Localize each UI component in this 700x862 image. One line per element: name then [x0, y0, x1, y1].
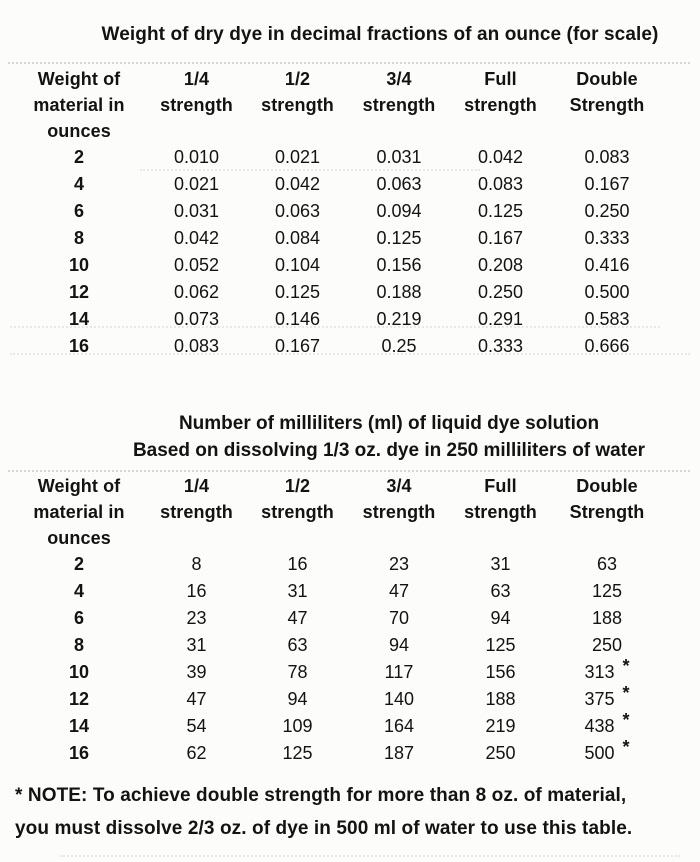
footnote-asterisk: * [622, 656, 630, 676]
row-value: 0.083 [477, 174, 524, 194]
row-value: 125 [591, 581, 623, 601]
row-weight-label: 10 [68, 255, 90, 275]
row-value: 117 [384, 662, 414, 682]
row-value: 188 [591, 608, 623, 628]
scan-artifact-line [8, 470, 690, 472]
row-weight-label: 10 [68, 662, 90, 682]
header-line: ounces [47, 528, 111, 548]
col-header-quarter-strength [148, 66, 245, 144]
col-header-material-weight [10, 66, 148, 144]
row-weight-label: 6 [73, 201, 84, 221]
footnote-line2: you must dissolve 2/3 oz. of dye in 500 ml of water to use this table. [15, 818, 633, 839]
table-row [10, 578, 661, 605]
liquid-dye-title-line2: Based on dissolving 1/3 oz. dye in 250 milliliters of water [132, 440, 646, 461]
liquid-dye-table-title [0, 410, 700, 464]
row-value: 0.25 [381, 336, 417, 356]
row-weight-label: 2 [73, 147, 84, 167]
row-value: 0.250 [477, 282, 524, 302]
row-value: 0.666 [584, 336, 630, 356]
row-value: 0.125 [477, 201, 524, 221]
table-row [10, 279, 661, 306]
row-value: 0.031 [173, 201, 220, 221]
row-value: 0.062 [173, 282, 220, 302]
row-value: 0.125 [274, 282, 321, 302]
row-value: 54 [186, 716, 207, 736]
row-weight-label: 12 [68, 282, 90, 302]
row-weight-label: 6 [73, 608, 84, 628]
row-weight-label: 16 [68, 336, 90, 356]
dry-dye-table-body [10, 144, 661, 360]
row-value: 0.333 [584, 228, 630, 248]
header-line: strength [160, 502, 233, 522]
dry-dye-table-header [10, 66, 661, 144]
row-value: 375 * [553, 686, 661, 713]
header-line: Full [484, 69, 517, 89]
row-weight-label: 12 [68, 689, 90, 709]
header-line: strength [261, 502, 334, 522]
row-value: 0.094 [376, 201, 422, 221]
footnote-asterisk: * [622, 683, 630, 703]
row-value: 31 [186, 635, 207, 655]
table-row [10, 551, 661, 578]
header-line: material in [33, 95, 125, 115]
row-value: 0.125 [376, 228, 422, 248]
col-header-double-strength [553, 66, 661, 144]
row-value: 0.416 [584, 255, 630, 275]
row-value: 0.063 [274, 201, 321, 221]
row-weight-label: 4 [73, 581, 84, 601]
table-row [10, 686, 661, 713]
row-value: 125 [485, 635, 516, 655]
row-value: 0.042 [173, 228, 220, 248]
row-value: 47 [287, 608, 308, 628]
row-value: 109 [282, 716, 313, 736]
row-value: 16 [186, 581, 207, 601]
row-weight-label: 14 [68, 309, 90, 329]
header-line: ounces [47, 121, 111, 141]
row-value: 0.021 [274, 147, 321, 167]
header-line: Double [576, 69, 638, 89]
row-value: 250 [485, 743, 516, 763]
table-row [10, 740, 661, 767]
header-line: 3/4 [386, 476, 412, 496]
row-value: 0.042 [274, 174, 321, 194]
row-weight-label: 14 [68, 716, 90, 736]
row-value: 0.188 [376, 282, 422, 302]
double-strength-footnote [0, 779, 700, 845]
row-value: 250 [591, 635, 623, 655]
row-value: 23 [388, 554, 410, 574]
liquid-dye-table-header [10, 473, 661, 551]
row-value: 47 [186, 689, 207, 709]
table-row [10, 659, 661, 686]
header-line: strength [464, 502, 537, 522]
table-row [10, 198, 661, 225]
header-line: strength [362, 502, 436, 522]
row-value: 125 [282, 743, 313, 763]
header-line: Weight of [37, 69, 121, 89]
header-line: 3/4 [386, 69, 412, 89]
row-weight-label: 4 [73, 174, 84, 194]
row-value: 0.052 [173, 255, 220, 275]
footnote-asterisk: * [622, 737, 630, 757]
row-value: 70 [388, 608, 410, 628]
row-value: 31 [490, 554, 511, 574]
row-value: 78 [287, 662, 308, 682]
header-line: 1/4 [183, 69, 210, 89]
row-value: 0.073 [173, 309, 220, 329]
col-header-full-strength [448, 473, 553, 551]
row-value: 0.500 [584, 282, 630, 302]
footnote-asterisk: * [622, 710, 630, 730]
row-value: 63 [596, 554, 618, 574]
col-header-full-strength [448, 66, 553, 144]
row-value: 164 [383, 716, 415, 736]
row-value: 0.167 [584, 174, 630, 194]
row-value: 0.146 [274, 309, 321, 329]
table-row [10, 171, 661, 198]
row-value: 0.083 [173, 336, 220, 356]
row-value: 94 [388, 635, 410, 655]
scan-artifact-line [60, 855, 680, 857]
header-line: strength [362, 95, 436, 115]
header-line: 1/2 [284, 476, 311, 496]
row-value: 0.167 [274, 336, 321, 356]
col-header-half-strength [245, 473, 350, 551]
row-value: 63 [287, 635, 308, 655]
row-value: 0.156 [376, 255, 422, 275]
header-line: Double [576, 476, 638, 496]
col-header-three-quarter-strength [350, 473, 448, 551]
header-line: Weight of [37, 476, 121, 496]
row-value: 94 [287, 689, 308, 709]
row-value: 0.031 [376, 147, 422, 167]
row-value: 0.084 [274, 228, 321, 248]
row-value: 94 [490, 608, 511, 628]
header-line: strength [464, 95, 537, 115]
row-value: 219 [485, 716, 516, 736]
row-value: 8 [191, 554, 202, 574]
header-line: Full [484, 476, 517, 496]
liquid-dye-table [10, 473, 661, 767]
dry-dye-table [10, 66, 661, 360]
liquid-dye-table-body [10, 551, 661, 767]
table-row [10, 632, 661, 659]
col-header-quarter-strength [148, 473, 245, 551]
row-value: 0.208 [477, 255, 524, 275]
row-value: 0.021 [173, 174, 220, 194]
row-value: 0.219 [376, 309, 422, 329]
row-weight-label: 2 [73, 554, 84, 574]
row-value: 62 [186, 743, 207, 763]
row-value: 0.167 [477, 228, 524, 248]
row-value: 0.063 [376, 174, 422, 194]
row-value: 0.291 [477, 309, 524, 329]
header-line: 1/2 [284, 69, 311, 89]
row-value: 47 [388, 581, 410, 601]
dry-dye-table-title: Weight of dry dye in decimal fractions of an ounce (for scale) [101, 24, 659, 45]
row-value: 140 [383, 689, 415, 709]
row-value: 0.333 [477, 336, 524, 356]
row-value: 438 * [553, 713, 661, 740]
col-header-material-weight [10, 473, 148, 551]
col-header-double-strength [553, 473, 661, 551]
row-value: 16 [287, 554, 308, 574]
row-weight-label: 8 [73, 635, 84, 655]
header-line: Strength [569, 502, 645, 522]
row-value: 63 [490, 581, 511, 601]
row-value: 0.250 [584, 201, 630, 221]
row-weight-label: 16 [68, 743, 90, 763]
row-weight-label: 8 [73, 228, 84, 248]
table-row [10, 252, 661, 279]
row-value: 0.010 [173, 147, 220, 167]
table-row [10, 713, 661, 740]
row-value: 0.104 [274, 255, 321, 275]
footnote-line1: * NOTE: To achieve double strength for more than 8 oz. of material, [15, 785, 627, 806]
row-value: 23 [186, 608, 207, 628]
table-row [10, 144, 661, 171]
header-line: strength [261, 95, 334, 115]
header-line: 1/4 [183, 476, 210, 496]
row-value: 0.583 [584, 309, 630, 329]
scan-artifact-line [8, 62, 690, 64]
row-value: 500 * [553, 740, 661, 767]
header-line: strength [160, 95, 233, 115]
header-line: material in [33, 502, 125, 522]
table-row [10, 306, 661, 333]
col-header-three-quarter-strength [350, 66, 448, 144]
row-value: 31 [287, 581, 308, 601]
liquid-dye-title-line1: Number of milliliters (ml) of liquid dye solution [178, 413, 600, 434]
row-value: 156 [485, 662, 516, 682]
row-value: 0.042 [477, 147, 524, 167]
row-value: 187 [383, 743, 415, 763]
col-header-half-strength [245, 66, 350, 144]
table-row [10, 605, 661, 632]
row-value: 188 [485, 689, 516, 709]
table-row [10, 225, 661, 252]
row-value: 0.083 [584, 147, 630, 167]
row-value: 313 * [553, 659, 661, 686]
table-row [10, 333, 661, 360]
header-line: Strength [569, 95, 645, 115]
row-value: 39 [186, 662, 207, 682]
